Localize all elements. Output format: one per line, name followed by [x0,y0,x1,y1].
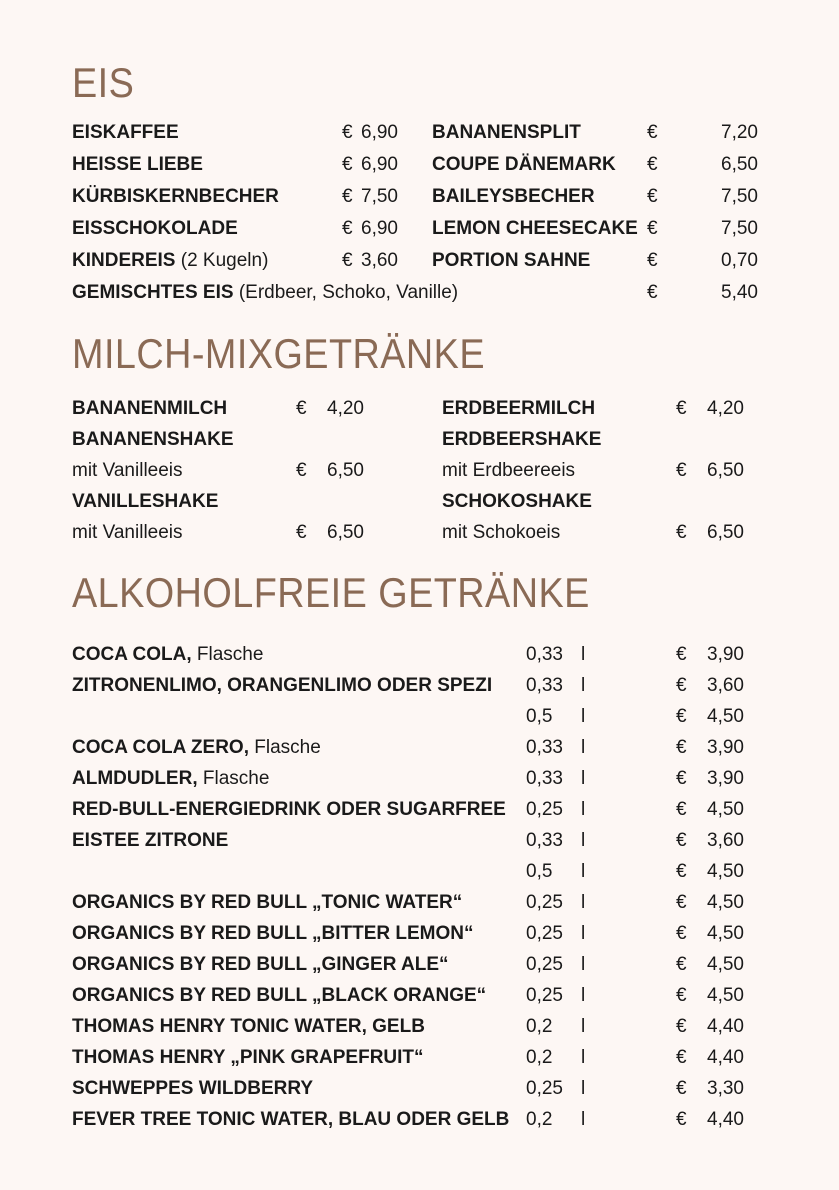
eis-left-item-label [72,250,268,272]
price: 6,90 [361,218,398,239]
currency: € [342,186,353,207]
item-name: EISSCHOKOLADE [72,218,238,239]
item-name: BANANENSPLIT [432,122,581,143]
milch-left-item-label [72,522,183,544]
milch-right-item-label [442,429,601,451]
price: 4,50 [707,799,744,820]
currency: € [342,122,353,143]
unit: l [581,768,586,789]
eis-right-item-label [432,218,638,240]
price: 4,50 [707,861,744,882]
price: 3,60 [361,250,398,271]
unit: l [581,830,586,851]
volume: 0,25 [526,799,563,820]
milch-left-item-label [72,429,234,451]
drink-item-label [72,768,269,790]
price: 7,50 [361,186,398,207]
currency: € [676,460,687,481]
currency: € [647,282,658,303]
item-name: SCHWEPPES WILDBERRY [72,1078,314,1099]
item-name: THOMAS HENRY „PINK GRAPEFRUIT“ [72,1047,424,1068]
drink-item-label [72,675,492,697]
price: 6,50 [327,522,364,543]
volume: 0,33 [526,768,563,789]
currency: € [647,186,658,207]
eis-left-item-label [72,218,238,240]
currency: € [676,861,687,882]
item-name: EISKAFFEE [72,122,179,143]
price: 6,50 [721,154,758,175]
price: 3,60 [707,830,744,851]
currency: € [676,954,687,975]
price: 6,90 [361,122,398,143]
currency: € [676,1109,687,1130]
currency: € [342,218,353,239]
drink-item-label [72,644,263,666]
currency: € [676,1078,687,1099]
price: 6,50 [707,460,744,481]
item-name: EISTEE ZITRONE [72,830,229,851]
price: 4,20 [327,398,364,419]
volume: 0,5 [526,706,553,727]
item-name: ZITRONENLIMO, ORANGENLIMO ODER SPEZI [72,675,493,696]
price: 3,90 [707,644,744,665]
volume: 0,33 [526,644,563,665]
item-name: LEMON CHEESECAKE [432,218,638,239]
eis-right-item-label [432,154,616,176]
currency: € [676,1016,687,1037]
item-name: ORGANICS BY RED BULL „BITTER LEMON“ [72,923,474,944]
currency: € [296,460,307,481]
drink-item-label [72,892,462,914]
volume: 0,2 [526,1109,553,1130]
item-name: KINDEREIS [72,250,176,271]
currency: € [647,218,658,239]
item-note: mit Schokoeis [442,522,561,543]
price: 4,50 [707,954,744,975]
volume: 0,25 [526,954,563,975]
unit: l [581,1109,586,1130]
unit: l [581,799,586,820]
item-name: COUPE DÄNEMARK [432,154,616,175]
item-name: RED-BULL-ENERGIEDRINK ODER SUGARFREE [72,799,506,820]
price: 3,90 [707,768,744,789]
item-name: THOMAS HENRY TONIC WATER, GELB [72,1016,425,1037]
currency: € [676,644,687,665]
price: 3,60 [707,675,744,696]
price: 4,40 [707,1047,744,1068]
item-note: (Erdbeer, Schoko, Vanille) [238,282,459,303]
eis-left-item-label [72,186,279,208]
drink-item-label [72,737,321,759]
item-name: COCA COLA ZERO, [72,737,249,758]
volume: 0,25 [526,985,563,1006]
currency: € [676,675,687,696]
currency: € [647,250,658,271]
drink-item-label [72,1109,509,1131]
price: 7,20 [721,122,758,143]
price: 3,90 [707,737,744,758]
section-heading-alkoholfrei: ALKOHOLFREIE GETRÄNKE [72,569,590,616]
price: 4,40 [707,1016,744,1037]
volume: 0,25 [526,892,563,913]
unit: l [581,892,586,913]
unit: l [581,861,586,882]
item-name: ORGANICS BY RED BULL „TONIC WATER“ [72,892,463,913]
unit: l [581,985,586,1006]
price: 4,20 [707,398,744,419]
eis-left-item-label [72,122,179,144]
unit: l [581,706,586,727]
item-name: FEVER TREE TONIC WATER, BLAU ODER GELB [72,1109,510,1130]
drink-item-label [72,954,449,976]
section-heading-milch: MILCH-MIXGETRÄNKE [72,330,485,377]
price: 4,50 [707,706,744,727]
milch-right-item-label [442,522,560,544]
eis-right-item-label [432,250,590,272]
currency: € [296,398,307,419]
eis-left-item-label [72,154,203,176]
item-name: KÜRBISKERNBECHER [72,186,279,207]
price: 4,40 [707,1109,744,1130]
currency: € [342,250,353,271]
drink-item-label [72,830,228,852]
price: 6,90 [361,154,398,175]
unit: l [581,1078,586,1099]
currency: € [676,522,687,543]
price: 0,70 [721,250,758,271]
milch-left-item-label [72,460,183,482]
item-note: mit Vanilleeis [72,522,183,543]
milch-right-item-label [442,398,595,420]
milch-right-item-label [442,460,575,482]
price: 4,50 [707,923,744,944]
currency: € [296,522,307,543]
item-name: BANANENMILCH [72,398,228,419]
item-name: ERDBEERSHAKE [442,429,602,450]
item-note: mit Vanilleeis [72,460,183,481]
drink-item-label [72,923,473,945]
price: 4,50 [707,892,744,913]
currency: € [676,985,687,1006]
volume: 0,33 [526,737,563,758]
drink-item-label [72,1078,313,1100]
item-name: PORTION SAHNE [432,250,591,271]
item-note: (2 Kugeln) [180,250,269,271]
currency: € [676,799,687,820]
eis-right-item-label [432,186,595,208]
item-name: ERDBEERMILCH [442,398,596,419]
milch-right-item-label [442,491,592,513]
item-note: Flasche [196,644,264,665]
price: 6,50 [707,522,744,543]
volume: 0,33 [526,675,563,696]
item-note: Flasche [254,737,321,758]
currency: € [676,737,687,758]
item-name: BAILEYSBECHER [432,186,595,207]
eis-mixed-item-label [72,282,458,304]
item-note: Flasche [202,768,270,789]
volume: 0,33 [526,830,563,851]
item-name: COCA COLA, [72,644,192,665]
volume: 0,2 [526,1047,553,1068]
currency: € [342,154,353,175]
unit: l [581,1047,586,1068]
currency: € [676,398,687,419]
price: 7,50 [721,218,758,239]
volume: 0,2 [526,1016,553,1037]
item-name: SCHOKOSHAKE [442,491,592,512]
item-name: ORGANICS BY RED BULL „BLACK ORANGE“ [72,985,487,1006]
unit: l [581,923,586,944]
section-heading-eis: EIS [72,59,135,106]
item-name: GEMISCHTES EIS [72,282,234,303]
volume: 0,25 [526,923,563,944]
price: 3,30 [707,1078,744,1099]
item-name: VANILLESHAKE [72,491,219,512]
unit: l [581,675,586,696]
milch-left-item-label [72,398,227,420]
volume: 0,5 [526,861,553,882]
milch-left-item-label [72,491,218,513]
item-name: ORGANICS BY RED BULL „GINGER ALE“ [72,954,449,975]
price: 6,50 [327,460,364,481]
price: 4,50 [707,985,744,1006]
item-note: mit Erdbeereeis [442,460,576,481]
unit: l [581,1016,586,1037]
drink-item-label [72,799,506,821]
currency: € [647,122,658,143]
currency: € [676,830,687,851]
unit: l [581,644,586,665]
currency: € [647,154,658,175]
drink-item-label [72,1016,425,1038]
unit: l [581,737,586,758]
price: 7,50 [721,186,758,207]
item-name: HEISSE LIEBE [72,154,203,175]
eis-right-item-label [432,122,581,144]
currency: € [676,892,687,913]
item-name: ALMDUDLER, [72,768,198,789]
price: 5,40 [721,282,758,303]
currency: € [676,923,687,944]
currency: € [676,1047,687,1068]
currency: € [676,706,687,727]
currency: € [676,768,687,789]
volume: 0,25 [526,1078,563,1099]
item-name: BANANENSHAKE [72,429,234,450]
drink-item-label [72,1047,424,1069]
unit: l [581,954,586,975]
drink-item-label [72,985,486,1007]
